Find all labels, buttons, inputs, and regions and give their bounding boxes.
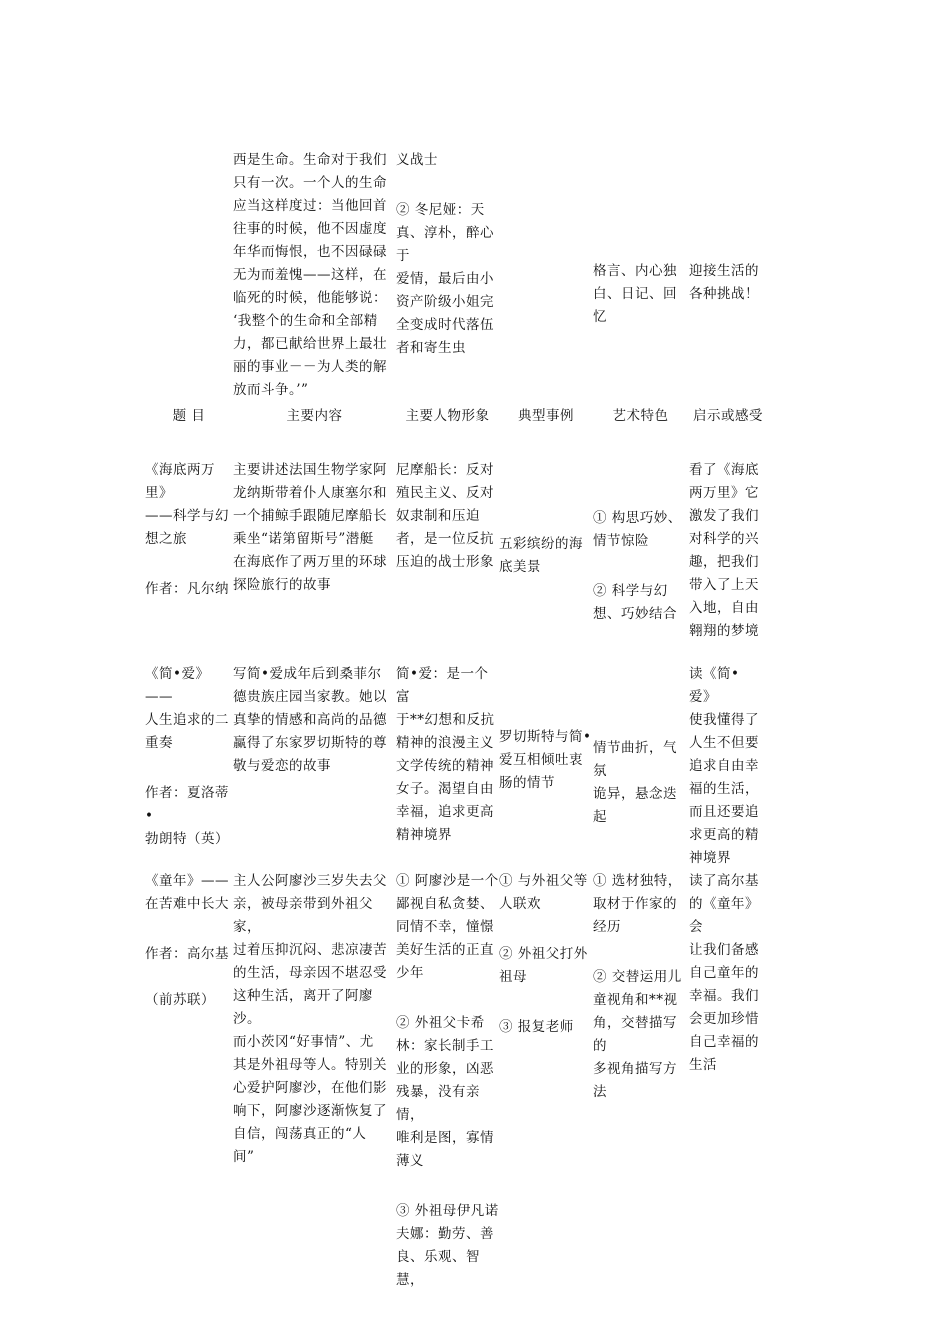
row2-insight: 读《简•爱》 使我懂得了 人生不但要 追求自由幸 福的生活， 而且还要追 求更高的精 神境界 xyxy=(689,666,759,866)
row1-title: 《海底两万里》 ——科学与幻 想之旅 xyxy=(145,462,229,547)
row1-events-cell xyxy=(499,510,593,575)
row1-title-cell xyxy=(145,436,233,597)
row3-characters-3: ③ 外祖母伊凡诺 夫娜：勤劳、善 良、乐观、智慧， xyxy=(396,1203,499,1288)
row1-art-1: ① 构思巧妙、 情节惊险 xyxy=(593,510,682,549)
row1-author: 作者：凡尔纳 xyxy=(145,581,229,597)
row3-art-2: ② 交替运用儿 童视角和**视 角，交替描写的 多视角描写方 法 xyxy=(593,969,682,1100)
row2-characters-cell xyxy=(396,640,499,843)
row2-insight-cell xyxy=(689,640,767,866)
row3-characters-2: ② 外祖父卡希 林：家长制手工 业的形象，凶恶 残暴，没有亲情， 唯利是图，寡情 薄义 xyxy=(396,1015,494,1169)
continuation-art: 格言、内心独 白、日记、回忆 xyxy=(593,263,677,325)
row2-events: 罗切斯特与简• 爱互相倾吐衷 肠的情节 xyxy=(499,729,592,791)
row3-insight-cell xyxy=(689,847,767,1073)
row3-characters-1: ① 阿廖沙是一个 鄙视自私贪婪、 同情不幸，憧憬 美好生活的正直 少年 xyxy=(396,873,499,981)
row3-content: 主人公阿廖沙三岁失去父 亲，被母亲带到外祖父家， 过着压抑沉闷、悲凉凄苦 的生活，母亲因不堪忍受 这种生活，离开了阿廖沙。 而小茨冈“好事情”、尤 其是外祖母等人。特别关 心爱护阿廖沙，在他们影 响下，阿廖沙逐渐恢复了 自信，闯荡真正的“人 间” xyxy=(233,873,387,1165)
row3-art-1: ① 选材独特， 取材于作家的 经历 xyxy=(593,873,682,935)
row1-characters-cell xyxy=(396,436,499,570)
row3-title-cell xyxy=(145,847,233,1008)
header-art: 艺术特色 xyxy=(612,408,669,424)
row1-content: 主要讲述法国生物学家阿 龙纳斯带着仆人康塞尔和 一个捕鲸手跟随尼摩船长 乘坐“诺第留斯号”潜艇 在海底作了两万里的环球 探险旅行的故事 xyxy=(233,462,387,593)
continuation-insight: 迎接生活的 各种挑战！ xyxy=(689,263,759,302)
header-insight: 启示或感受 xyxy=(693,408,763,424)
row1-art-cell xyxy=(593,484,688,622)
header-title: 题 目 xyxy=(172,408,206,424)
row1-art-2: ② 科学与幻 想、巧妙结合 xyxy=(593,583,677,622)
continuation-art-cell xyxy=(593,237,688,325)
header-content: 主要内容 xyxy=(286,408,343,424)
row1-insight-cell xyxy=(689,436,767,639)
row2-author: 作者：夏洛蒂• 勃朗特（英） xyxy=(145,785,229,847)
row3-events-2: ② 外祖父打外 祖母 xyxy=(499,946,588,985)
row3-title: 《童年》—— 在苦难中长大 xyxy=(145,873,229,912)
row2-content-cell xyxy=(233,640,396,774)
continuation-characters-cell xyxy=(396,126,499,356)
row2-events-cell xyxy=(499,703,593,791)
header-events: 典型事例 xyxy=(518,408,574,424)
row2-art-cell xyxy=(593,714,688,825)
row3-events-cell xyxy=(499,847,593,1035)
row3-events-1: ① 与外祖父等 人联欢 xyxy=(499,873,588,912)
continuation-characters-2: ② 冬尼娅：天 真、淳朴，醉心于 爱情，最后由小 资产阶级小姐完 全变成时代落伍 者和寄生虫 xyxy=(396,202,494,356)
continuation-insight-cell xyxy=(689,237,767,302)
row1-insight: 看了《海底 两万里》它 激发了我们 对科学的兴 趣，把我们 带入了上天 入地，自由 翱翔的梦境 xyxy=(689,462,759,639)
continuation-content: 西是生命。生命对于我们 只有一次。一个人的生命 应当这样度过：当他回首 往事的时候，他不因虚度 年华而悔恨，也不因碌碌 无为而羞愧——这样，在 临死的时候，他能够说： ‘我整个的生命和全部精 力，都已献给世界上最壮 丽的事业－－为人类的解 放而斗争。’” xyxy=(233,152,387,398)
row2-title: 《简•爱》—— 人生追求的二 重奏 xyxy=(145,666,229,751)
row2-content: 写简•爱成年后到桑菲尔 德贵族庄园当家教。她以 真挚的情感和高尚的品德 赢得了东家罗切斯特的尊 敬与爱恋的故事 xyxy=(233,666,387,774)
row3-events-3: ③ 报复老师 xyxy=(499,1019,574,1035)
row3-characters-cell xyxy=(396,847,499,1288)
row3-insight: 读了高尔基 的《童年》会 让我们备感 自己童年的 幸福。我们 会更加珍惜 自己幸福的 生活 xyxy=(689,873,759,1073)
row2-art: 情节曲折，气氛 诡异，悬念迭起 xyxy=(593,740,677,825)
row3-author-2: （前苏联） xyxy=(145,992,215,1008)
row2-title-cell xyxy=(145,640,233,847)
row3-content-cell xyxy=(233,847,396,1165)
header-characters: 主要人物形象 xyxy=(405,408,490,424)
row3-author-1: 作者：高尔基 xyxy=(145,946,229,962)
row2-characters: 简•爱：是一个富 于**幻想和反抗 精神的浪漫主义 文学传统的精神 女子。渴望自由 幸福，追求更高 精神境界 xyxy=(396,666,495,843)
row3-art-cell xyxy=(593,847,688,1100)
row1-events: 五彩缤纷的海 底美景 xyxy=(499,536,583,575)
row1-characters: 尼摩船长：反对 殖民主义、反对 奴隶制和压迫 者，是一位反抗 压迫的战士形象 xyxy=(396,462,494,570)
row1-content-cell xyxy=(233,436,396,593)
continuation-content-cell xyxy=(233,126,396,398)
continuation-characters-1: 义战士 xyxy=(396,152,438,168)
